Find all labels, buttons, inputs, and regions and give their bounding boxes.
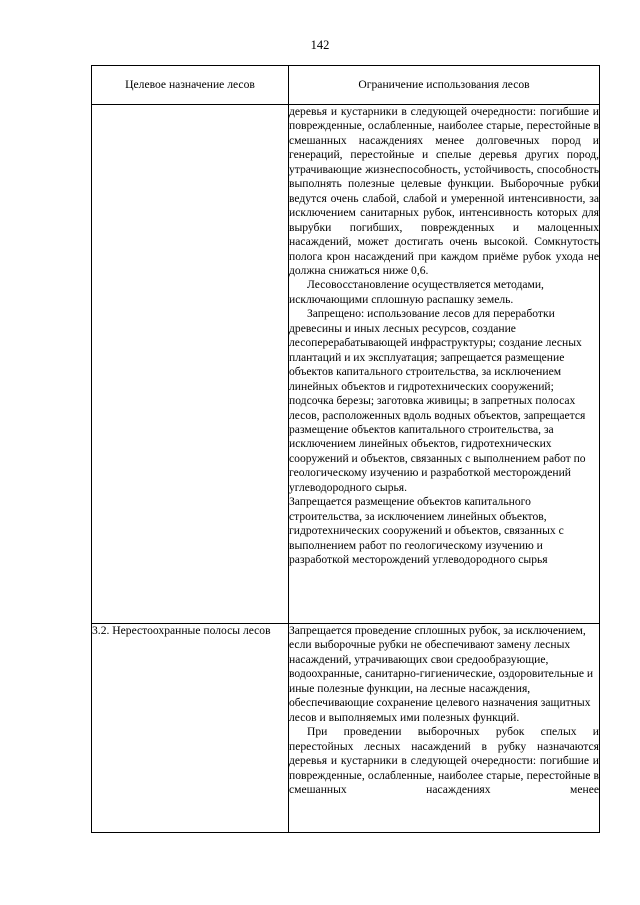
table-row [92, 624, 600, 833]
table-header-row [92, 66, 600, 105]
row1-text-prohibited: Запрещено: использование лесов для переработки древесины и иных лесных ресурсов, создание лесоперерабатывающей инфраструктуры; создание лесных плантаций и их эксплуатация; запрещается размещение объектов капитального строительства, за исключением линейных объектов и гидротехнических сооружений; подсочка березы; заготовка живицы; в запретных полосах лесов, расположенных вдоль водных объектов, запрещается размещение объектов капитального строительства, за исключением линейных объектов, гидротехнических сооружений и объектов, связанных с выполнением работ по геологическому изучению и разработкой месторождений углеводородного сырья. [289, 307, 586, 494]
row1-text-placement: Запрещается размещение объектов капитального строительства, за исключением линейных объектов, гидротехнических сооружений и объектов, связанных с выполнением работ по геологическому изучению и разработкой месторождений углеводородного сырья [289, 495, 564, 567]
row1-restriction-cell [289, 105, 600, 624]
row2-purpose-cell: 3.2. Нерестоохранные полосы лесов [92, 624, 289, 833]
header-purpose: Целевое назначение лесов [92, 66, 289, 105]
row2-text-selective: При проведении выборочных рубок спелых и перестойных лесных насаждений в рубку назначаются деревья и кустарники в следующей очередности: погибшие и поврежденные, ослабленные, наиболее старые, перестойные в смешанных насаждениях менее [289, 725, 599, 796]
row1-purpose-cell [92, 105, 289, 624]
row2-text-clearcut: Запрещается проведение сплошных рубок, за исключением, если выборочные рубки не обеспечивают замену лесных насаждений, утрачивающих свои средообразующие, водоохранные, санитарно-гигиенические, оздоровительные и иные полезные функции, на лесные насаждения, обеспечивающие сохранение целевого назначения защитных лесов и выполняемых ими полезных функций. [289, 624, 594, 724]
page-number: 142 [310, 38, 330, 52]
row1-text-justified: деревья и кустарники в следующей очередности: погибшие и поврежденные, ослабленные, наиболее старые, перестойные в смешанных насаждениях менее долговечных пород и генераций, перестойные и спелые деревья других пород, утрачивающие жизнеспособность, устойчивость, способность выполнять полезные целевые функции. Выборочные рубки ведутся очень слабой, слабой и умеренной интенсивности, за исключением санитарных рубок, интенсивность которых для вырубки погибших, поврежденных и малоценных насаждений, может достигать очень высокой. Сомкнутость полога крон насаждений при каждом приёме рубок ухода не должна снижаться ниже 0,6. [289, 105, 599, 277]
table-row [92, 105, 600, 624]
row1-text-reforestation: Лесовосстановление осуществляется методами, исключающими сплошную распашку земель. [289, 278, 544, 306]
forest-restrictions-table [91, 65, 600, 833]
row2-restriction-cell [289, 624, 600, 833]
header-restriction: Ограничение использования лесов [289, 66, 600, 105]
